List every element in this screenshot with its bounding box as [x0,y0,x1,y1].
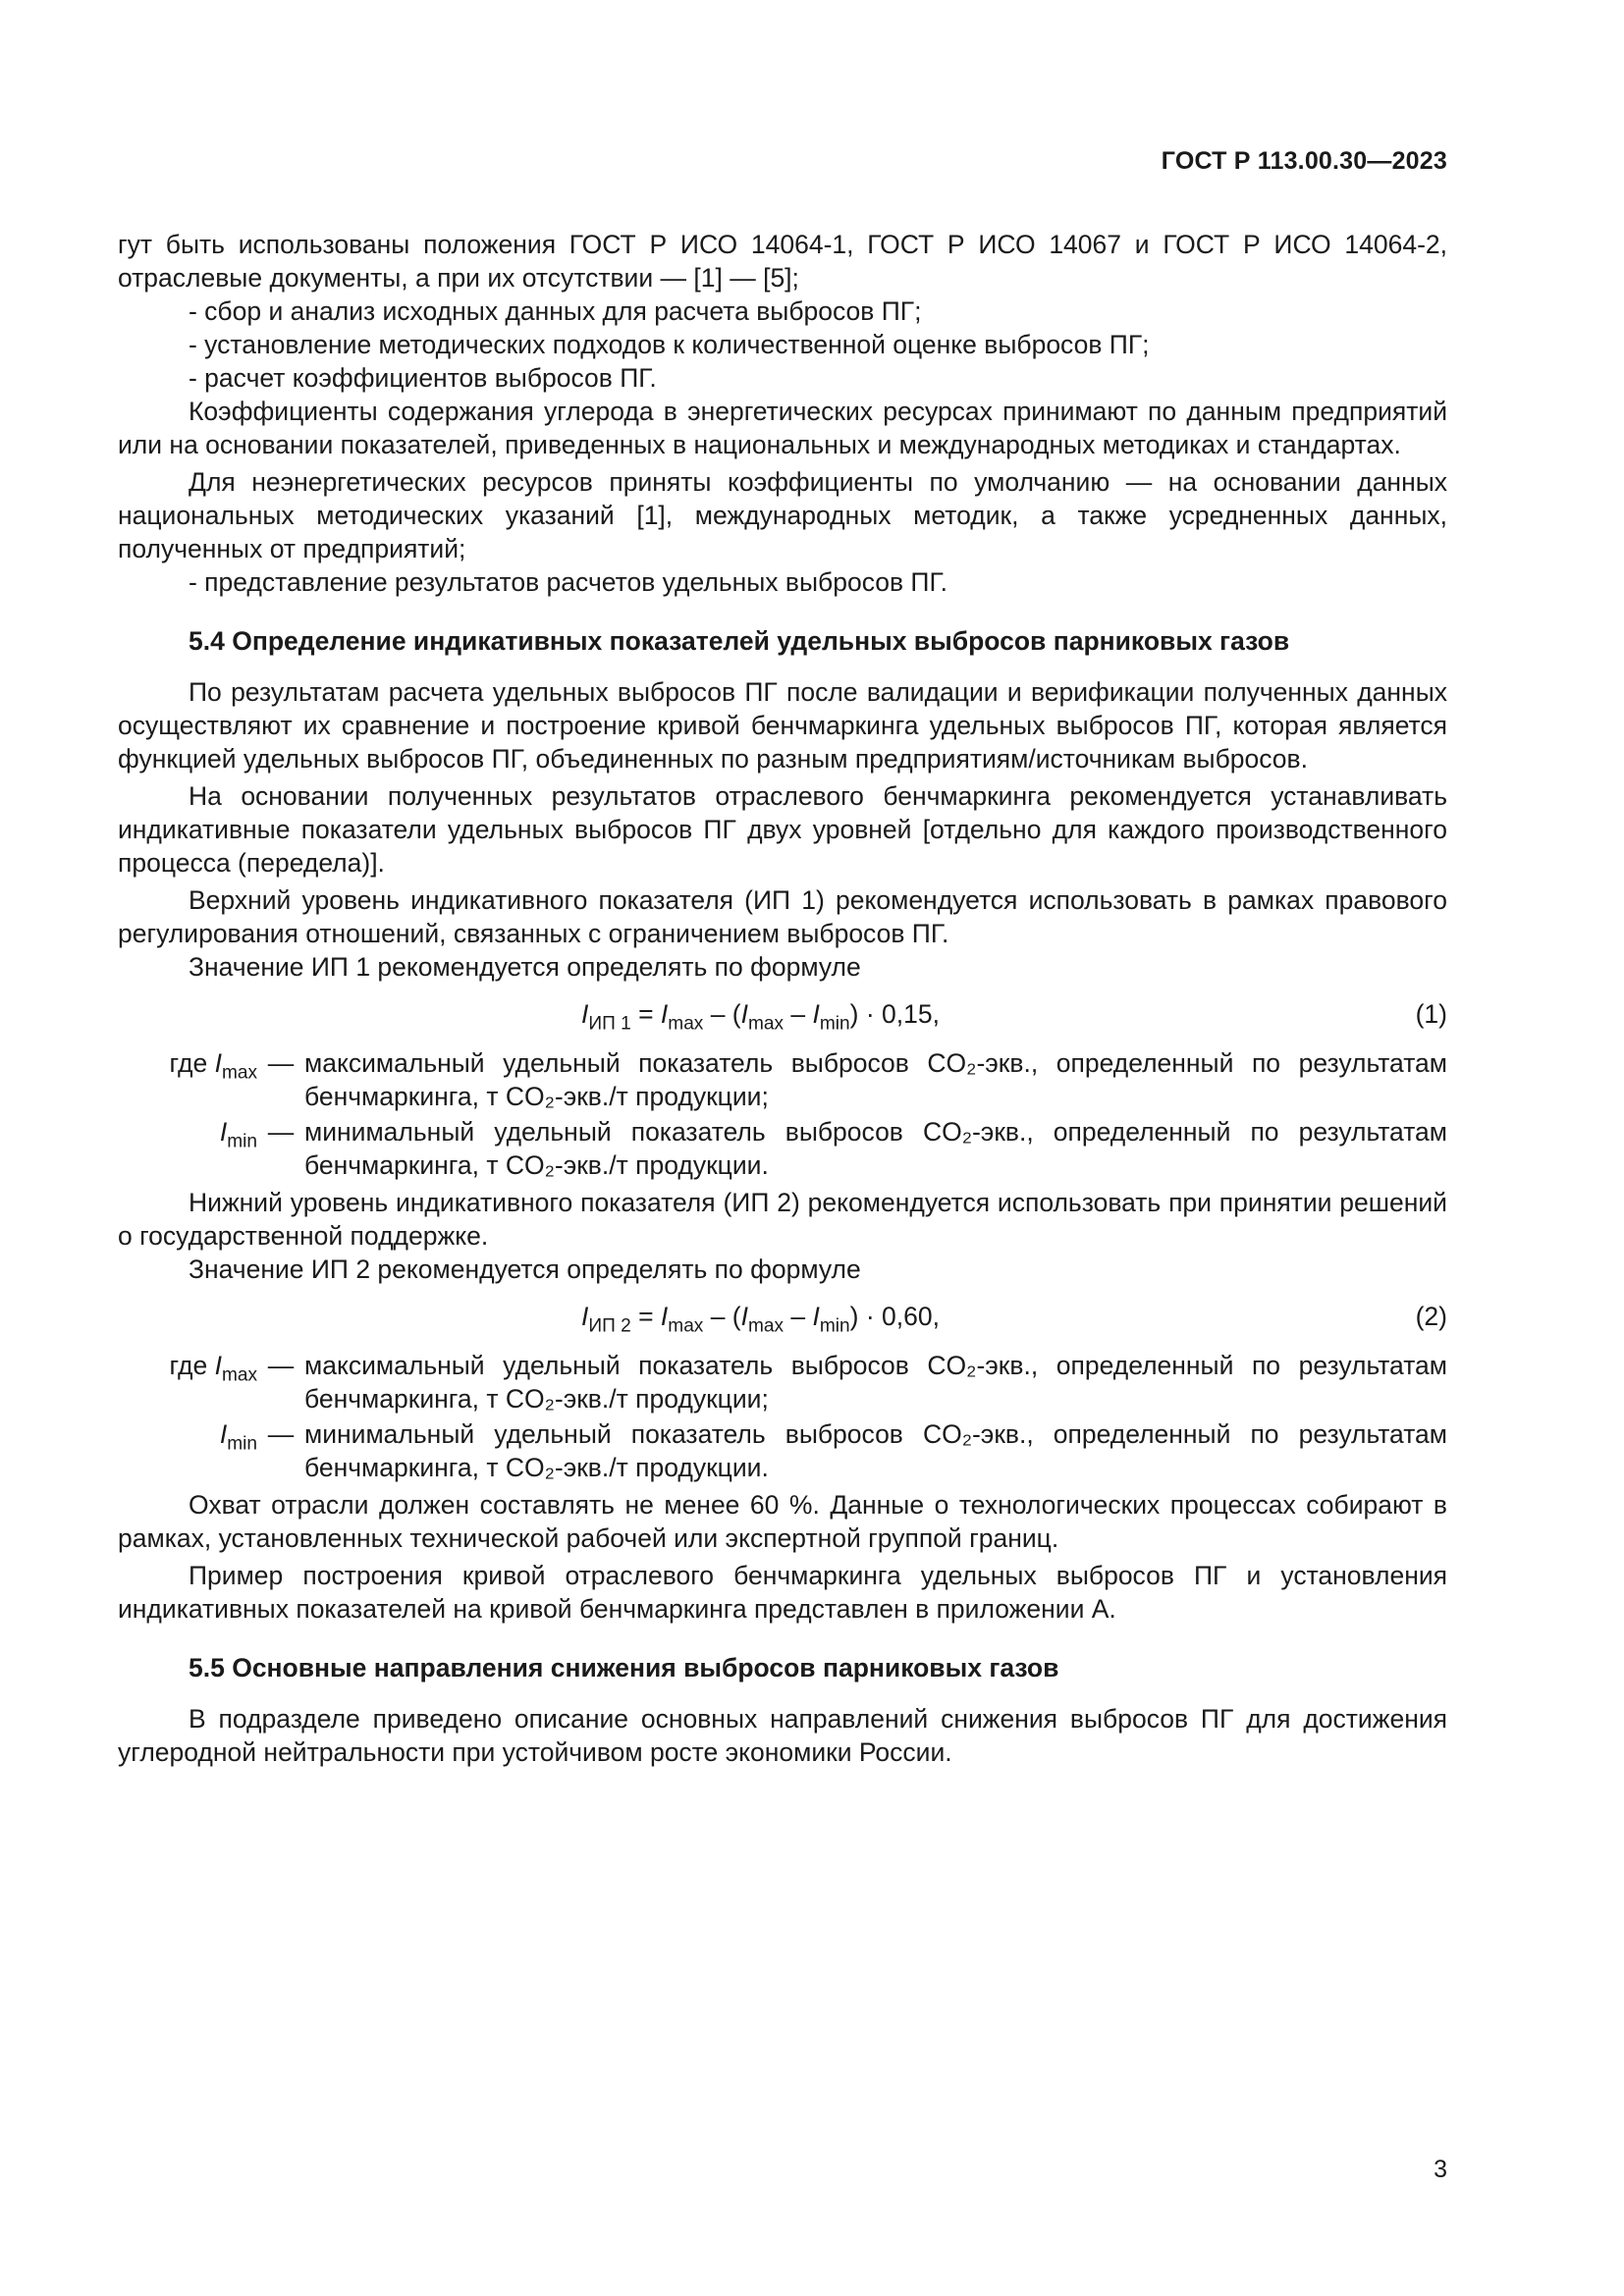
formula-number: (1) [1415,999,1447,1029]
paragraph: Значение ИП 1 рекомендуется определять по формуле [189,952,861,982]
definition-imax: где $I_{max}$ — максимальный удельный показатель выбросов CO₂-экв., определенный по результатам бенчмаркинга, т CO₂-экв./т продукции; [169,1048,1447,1111]
paragraph: На основании полученных результатов отраслевого бенчмаркинга рекомендуется устанавливать индикативные показатели удельных выбросов ПГ двух уровней [отдельно для каждого производственного процесса (передела)]. [118,781,1447,878]
section-heading-5-5: 5.5 Основные направления снижения выбросов парниковых газов [189,1653,1059,1682]
paragraph: В подразделе приведено описание основных направлений снижения выбросов ПГ для достижения углеродной нейтральности при устойчивом росте экономики России. [118,1704,1447,1767]
page-number: 3 [1434,2156,1447,2183]
paragraph: Пример построения кривой отраслевого бенчмаркинга удельных выбросов ПГ и установления индикативных показателей на кривой бенчмаркинга представлен в приложении А. [118,1561,1447,1624]
definition-imax: где $I_{max}$ — максимальный удельный показатель выбросов CO₂-экв., определенный по результатам бенчмаркинга, т CO₂-экв./т продукции; [169,1351,1447,1414]
formula-2 [118,1300,1447,1335]
paragraph: Нижний уровень индикативного показателя (ИП 2) рекомендуется использовать при принятии решений о государственной поддержке. [118,1188,1447,1251]
paragraph: Значение ИП 2 рекомендуется определять по формуле [189,1255,861,1284]
list-item: - сбор и анализ исходных данных для расчета выбросов ПГ; [189,296,922,326]
list-item: - расчет коэффициентов выбросов ПГ. [189,363,657,393]
formula-1-definitions [118,1046,1447,1182]
paragraph: Охват отрасли должен составлять не менее 60 %. Данные о технологических процессах собирают в рамках, установленных технической рабочей или экспертной группой границ. [118,1490,1447,1553]
paragraph-nonenergy-resources: Для неэнергетических ресурсов приняты коэффициенты по умолчанию — на основании данных национальных методических указаний [1], международных методик, а также усредненных данных, полученных от предприятий; [118,467,1447,563]
formula-expression: $I_{ИП 1} = I_{max} - (I_{max} - I_{min}) \cdot 0,15$, [581,999,940,1035]
formula-2-definitions [118,1349,1447,1484]
formula-number: (2) [1415,1302,1447,1331]
intro-continuation: гут быть использованы положения ГОСТ Р ИСО 14064-1, ГОСТ Р ИСО 14067 и ГОСТ Р ИСО 14064-2, отраслевые документы, а при их отсутствии — [1] — [5]; [118,230,1447,293]
list-item: - представление результатов расчетов удельных выбросов ПГ. [189,567,947,597]
paragraph-carbon-coefficients: Коэффициенты содержания углерода в энергетических ресурсах принимают по данным предприятий или на основании показателей, приведенных в национальных и международных методиках и стандартах. [118,397,1447,459]
definition-imin: $I_{min}$ — минимальный удельный показатель выбросов CO₂-экв., определенный по результатам бенчмаркинга, т CO₂-экв./т продукции. [219,1117,1447,1180]
formula-expression: $I_{ИП 2} = I_{max} - (I_{max} - I_{min}) \cdot 0,60$, [581,1302,940,1337]
document-code: ГОСТ Р 113.00.30—2023 [1161,147,1447,175]
paragraph: Верхний уровень индикативного показателя (ИП 1) рекомендуется использовать в рамках правового регулирования отношений, связанных с ограничением выбросов ПГ. [118,885,1447,948]
page-body [118,228,1447,1769]
definition-imin: $I_{min}$ — минимальный удельный показатель выбросов CO₂-экв., определенный по результатам бенчмаркинга, т CO₂-экв./т продукции. [219,1419,1447,1482]
section-heading-5-4: 5.4 Определение индикативных показателей удельных выбросов парниковых газов [189,626,1290,656]
paragraph: По результатам расчета удельных выбросов ПГ после валидации и верификации полученных данных осуществляют их сравнение и построение кривой бенчмаркинга удельных выбросов ПГ, которая является функцией удельных выбросов ПГ, объединенных по разным предприятиям/источникам выбросов. [118,677,1447,774]
list-item: - установление методических подходов к количественной оценке выбросов ПГ; [189,330,1150,359]
formula-1 [118,997,1447,1033]
